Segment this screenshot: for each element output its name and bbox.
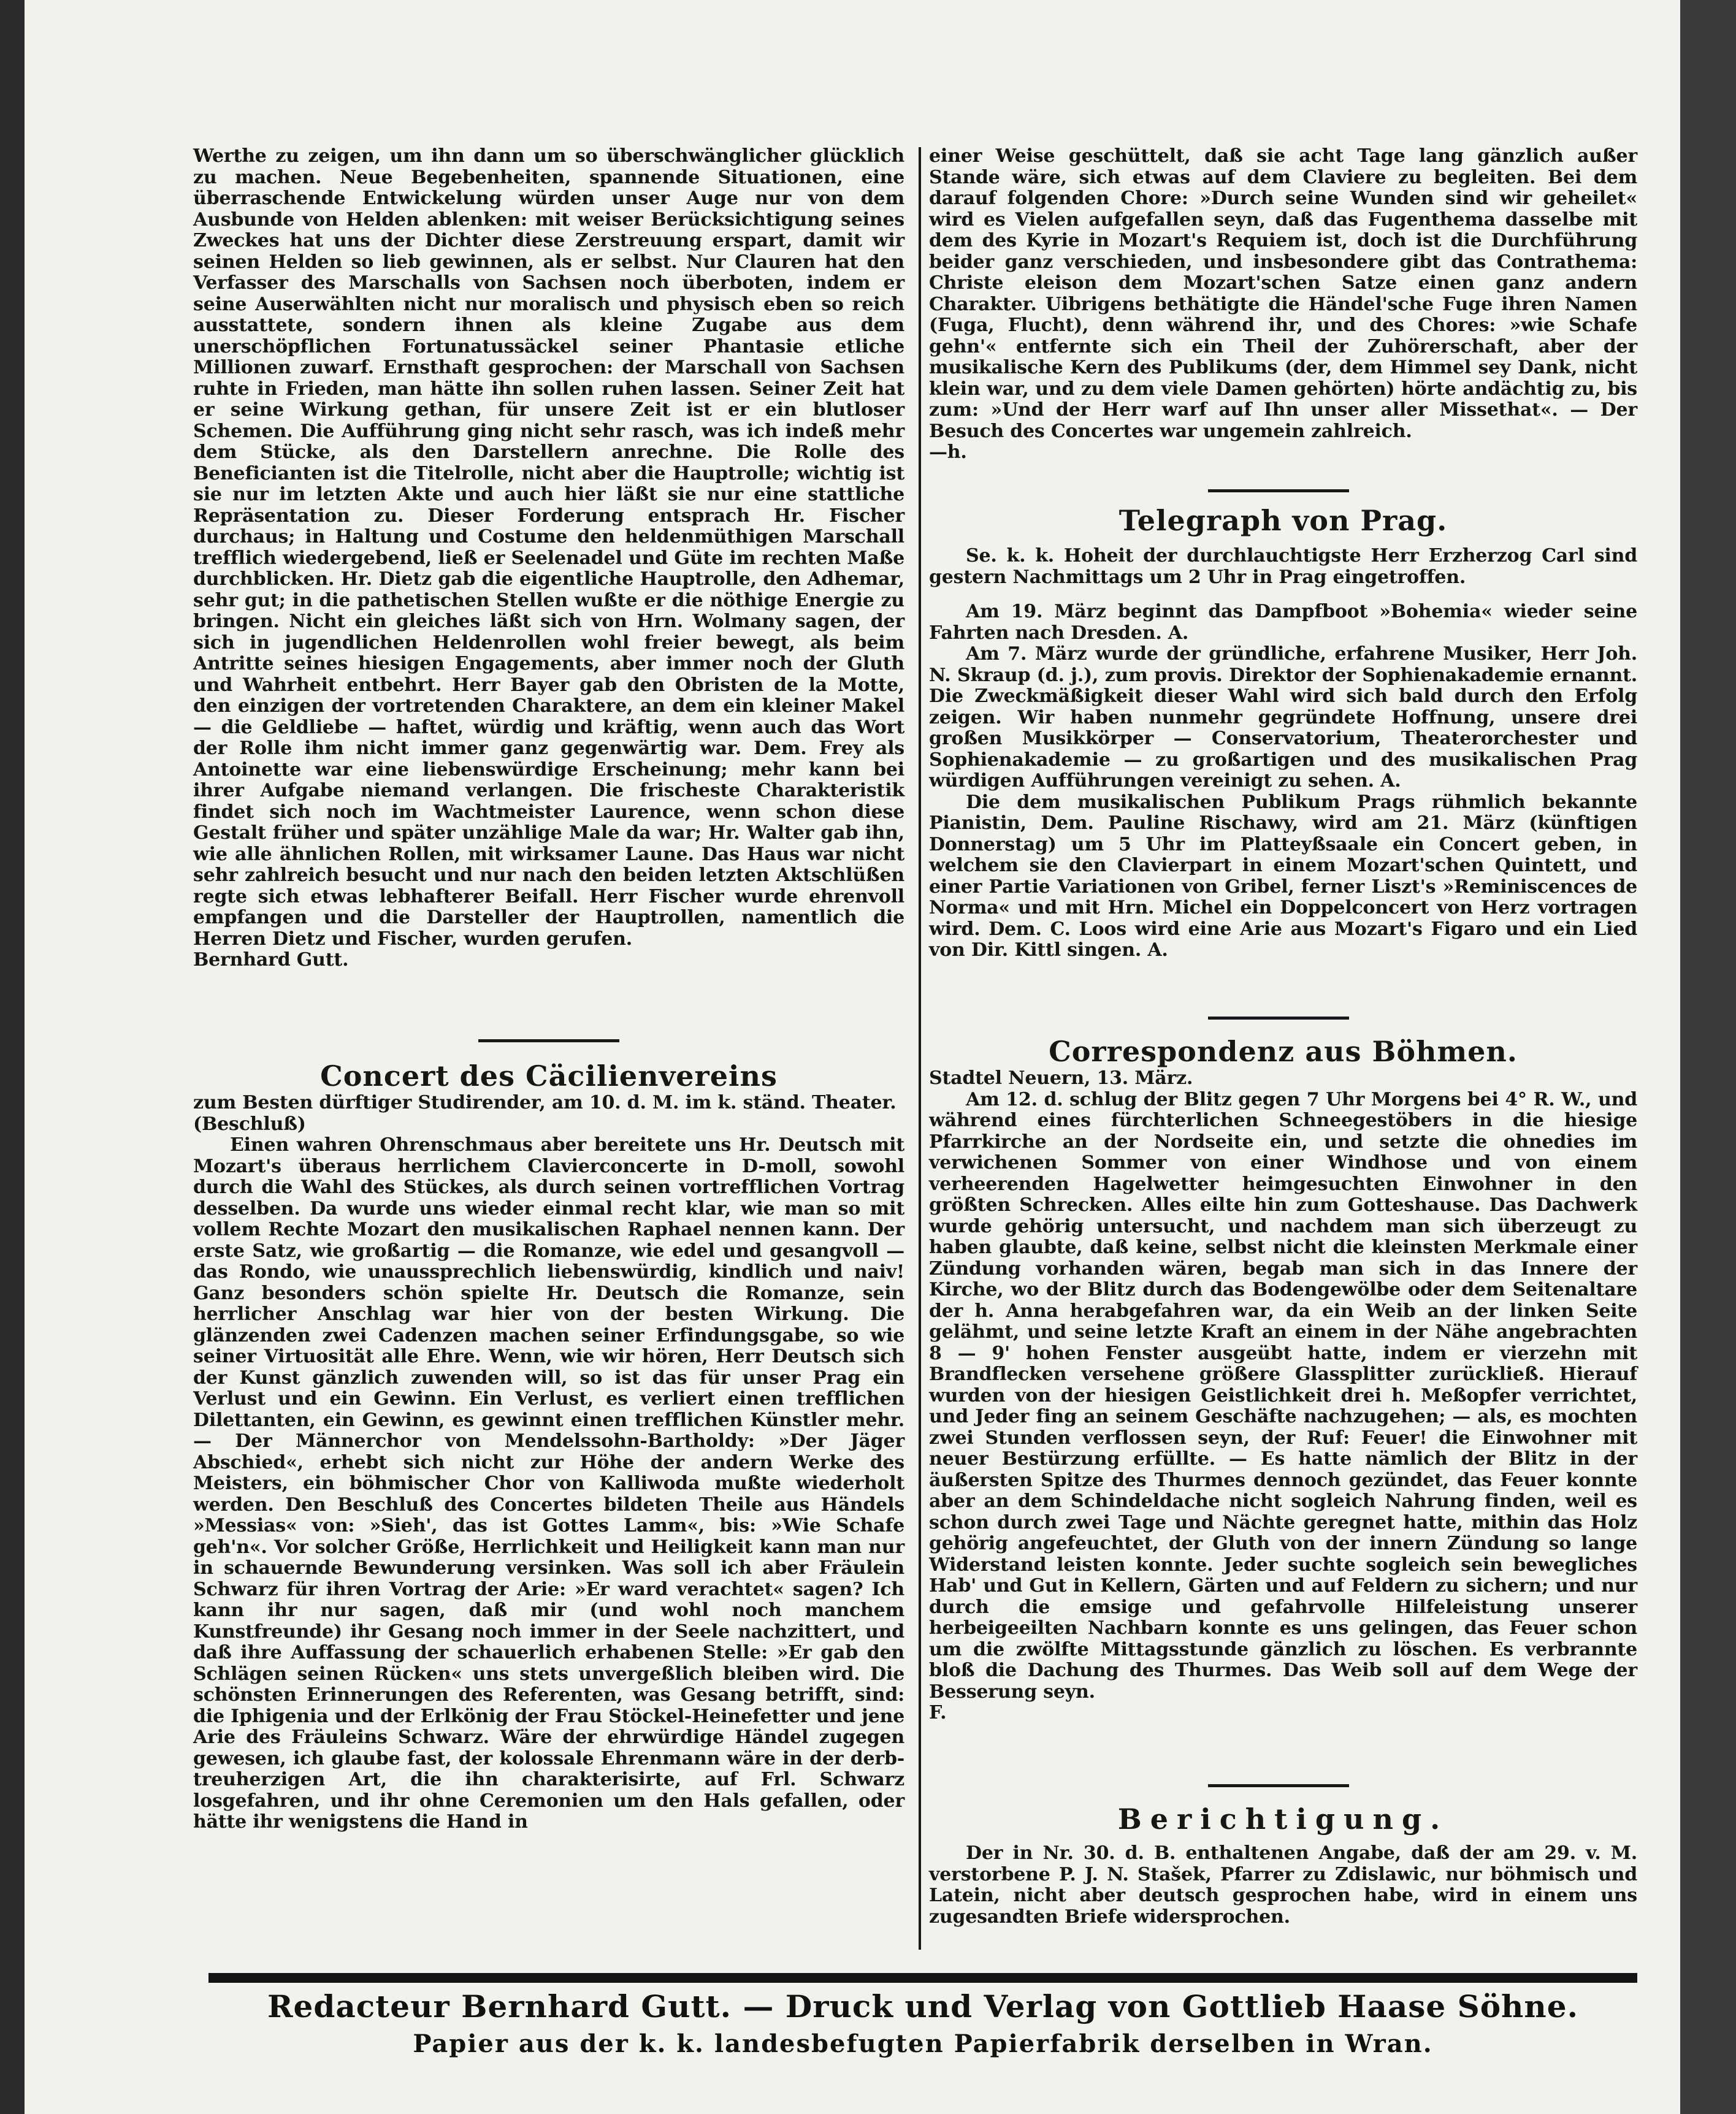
concert-heading: Concert des Cäcilienvereins bbox=[320, 1059, 778, 1093]
section-rule bbox=[478, 1039, 619, 1042]
concert-signature: —h. bbox=[929, 441, 967, 463]
concert-continued-text: einer Weise geschüttelt, daß sie acht Tage lang gänzlich außer Stande wäre, sich etwas auf dem Claviere zu begleiten. Bei dem darauf folgenden Chore: »Durch seine Wunden sind wir geheilet« wird es Vielen aufgefallen seyn, daß das Fugenthema dasselbe mit dem des Kyrie in Mozart's Requiem ist, doch ist die Durchführung beider ganz verschieden, und insbesondere gibt das Contrathema: Christe eleison dem Mozart'schen Satze einen ganz andern Charakter. Uibrigens bethätigte die Händel'sche Fuge ihren Namen (Fuga, Flucht), denn während ihr, und des Chores: »wie Schafe gehn'« entfernte sich ein Theil der Zuhörerschaft, aber der musikalische Kern des Publikums (der, dem Himmel sey Dank, nicht klein war, und zu dem viele Damen gehörten) hörte andächtig zu, bis zum: »Und der Herr warf auf Ihn unser aller Missethat«. — Der Besuch des Concertes war ungemein zahlreich. bbox=[929, 145, 1637, 442]
telegraph-item: Am 7. März wurde der gründliche, erfahrene Musiker, Herr Joh. N. Skraup (d. j.), zum provis. Direktor der Sophienakademie ernannt. Die Zweckmäßigkeit dieser Wahl wird sich bald durch den Erfolg zeigen. Wir haben nunmehr gegründete Hoffnung, unsere drei großen Musikkörper — Conservatorium, Theaterorchester und Sophienakademie — zu großartigen und des musikalischen Prag würdigen Aufführungen vereinigt zu sehen. A. bbox=[929, 643, 1637, 792]
correction-text: Der in Nr. 30. d. B. enthaltenen Angabe, daß der am 29. v. M. verstorbene P. J. N. Stašek, Pfarrer zu Zdislawic, nur böhmisch und Latein, nicht aber deutsch gesprochen habe, wird in einem uns zugesandten Briefe widersprochen. bbox=[929, 1842, 1637, 1928]
paper-note: Papier aus der k. k. landesbefugten Papierfabrik derselben in Wran. bbox=[413, 2029, 1433, 2058]
correspondence-dateline: Stadtel Neuern, 13. März. bbox=[929, 1067, 1193, 1089]
left-column-concert bbox=[193, 1059, 904, 1833]
telegraph-item: Se. k. k. Hoheit der durchlauchtigste Herr Erzherzog Carl sind gestern Nachmittags um 2 Uhr in Prag eingetroffen. bbox=[929, 545, 1637, 588]
telegraph-item: Die dem musikalischen Publikum Prags rühmlich bekannte Pianistin, Dem. Pauline Rischawy, wird am 21. März (künftigen Donnerstag) um 5 Uhr im Platteyßsaale ein Concert geben, in welchem sie den Clavierpart in einem Mozart'schen Quintett, und einer Partie Variationen von Gribel, ferner Liszt's »Reminiscences de Norma« und mit Hrn. Michel ein Doppelconcert von Herz vortragen wird. Dem. C. Loos wird eine Arie aus Mozart's Figaro und ein Lied von Dir. Kittl singen. A. bbox=[929, 791, 1637, 961]
correspondence-text: Am 12. d. schlug der Blitz gegen 7 Uhr Morgens bei 4° R. W., und während eines fürchterlichen Schneegestöbers in die hiesige Pfarrkirche an der Nordseite ein, und setzte die ohnedies im verwichenen Sommer von einer Windhose und von einem verheerenden Hagelwetter heimgesuchten Einwohner in den größten Schrecken. Alles eilte hin zum Gotteshause. Das Dachwerk wurde gehörig untersucht, und nachdem man sich überzeugt zu haben glaubte, daß keine, selbst nicht die kleinsten Merkmale einer Zündung vorhanden wären, begab man sich in das Innere der Kirche, wo der Blitz durch das Bodengewölbe oder dem Seitenaltare der h. Anna herabgefahren war, da ein Weib an der linken Seite gelähmt, und seine letzte Kraft an einem in der Nähe angebrachten 8 — 9' hohen Fenster ausgeübt hatte, indem er vierzehn mit Brandflecken versehene größere Glassplitter zurückließ. Hierauf wurden von der hiesigen Geistlichkeit drei h. Meßopfer verrichtet, und Jeder fing an seinem Geschäfte nachzugehen; — als, es mochten zwei Stunden verflossen seyn, der Ruf: Feuer! die Einwohner mit neuer Bestürzung erfüllte. — Es hatte nämlich der Blitz in der äußersten Spitze des Thurmes dennoch gezündet, das Feuer konnte aber an dem Schindeldache nicht sogleich Nahrung finden, weil es schon durch zwei Tage und Nächte geregnet hatte, mithin das Holz gehörig angefeuchtet, der Gluth von der innern Zündung so lange Widerstand leisten konnte. Jeder suchte sogleich sein bewegliches Hab' und Gut in Kellern, Gärten und auf Feldern zu sichern; und nur durch die emsige und gefahrvolle Hilfeleistung unserer herbeigeeilten Nachbarn konnte es uns gelingen, das Feuer schon um die zwölfte Mittagsstunde gänzlich zu löschen. Es verbrannte bloß die Dachung des Thurmes. Das Weib soll auf dem Wege der Besserung seyn. bbox=[929, 1088, 1637, 1703]
column-divider bbox=[919, 147, 921, 1950]
correspondence-section bbox=[929, 1035, 1637, 1724]
concert-review-text: Einen wahren Ohrenschmaus aber bereitete uns Hr. Deutsch mit Mozart's überaus herrlichem Clavierconcerte in D-moll, sowohl durch die Wahl des Stückes, als durch seinen vortrefflichen Vortrag desselben. Da wurde uns wieder einmal recht klar, wie man so mit vollem Rechte Mozart den musikalischen Raphael nennen kann. Der erste Satz, wie großartig — die Romanze, wie edel und gesangvoll — das Rondo, wie unaussprechlich liebenswürdig, kindlich und naiv! Ganz besonders schön spielte Hr. Deutsch die Romanze, sein herrlicher Anschlag war hier von der besten Wirkung. Die glänzenden zwei Cadenzen machen seiner Erfindungsgabe, so wie seiner Virtuosität alle Ehre. Wenn, wie wir hören, Herr Deutsch sich der Kunst gänzlich zuwenden will, so ist das für unser Prag ein Verlust und ein Gewinn. Ein Verlust, es verliert einen trefflichen Dilettanten, ein Gewinn, es gewinnt einen trefflichen Künstler mehr. — Der Männerchor von Mendelssohn-Bartholdy: »Der Jäger Abschied«, erhebt sich nicht zur Höhe der andern Werke des Meisters, ein böhmischer Chor von Kalliwoda mußte wiederholt werden. Den Beschluß des Concertes bildeten Theile aus Händels »Messias« von: »Sieh', das ist Gottes Lamm«, bis: »Wie Schafe geh'n«. Vor solcher Größe, Herrlichkeit und Heiligkeit kann man nur in schauernde Bewunderung versinken. Was soll ich aber Fräulein Schwarz für ihren Vortrag der Arie: »Er ward verachtet« sagen? Ich kann ihr nur sagen, daß mir (und wohl noch manchem Kunstfreunde) ihr Gesang noch immer in der Seele nachzittert, und daß ihre Auffassung der schauerlich erhabenen Stelle: »Er gab den Schlägen seinen Rücken« uns stets unvergeßlich bleiben wird. Die schönsten Erinnerungen des Referenten, was Gesang betrifft, sind: die Iphigenia und der Erlkönig der Frau Stöckel-Heinefetter und jene Arie des Fräuleins Schwarz. Wäre der ehrwürdige Händel zugegen gewesen, ich glaube fast, der kolossale Ehrenmann wäre in der derb-treuherzigen Art, die ihn charakterisirte, auf Frl. Schwarz losgefahren, und ihr ohne Ceremonien um den Hals gefallen, oder hätte ihr wenigstens die Hand in bbox=[193, 1134, 904, 1833]
review-signature: Bernhard Gutt. bbox=[193, 949, 349, 971]
section-rule bbox=[1208, 1784, 1349, 1787]
telegraph-heading: Telegraph von Prag. bbox=[1118, 504, 1448, 537]
correspondence-heading: Correspondenz aus Böhmen. bbox=[1049, 1035, 1518, 1068]
telegraph-section bbox=[929, 504, 1637, 961]
right-column bbox=[929, 146, 1637, 464]
imprint-line: Redacteur Bernhard Gutt. — Druck und Verlag von Gottlieb Haase Söhne. bbox=[267, 1988, 1578, 2024]
correction-heading: Berichtigung. bbox=[1117, 1803, 1449, 1836]
scan-border bbox=[1680, 0, 1736, 2114]
theatre-review-text: Werthe zu zeigen, um ihn dann um so überschwänglicher glücklich zu machen. Neue Begebenheiten, spannende Situationen, eine überraschende Entwickelung würden unser Auge nur von dem Ausbunde von Helden ablenken: mit weiser Berücksichtigung seines Zweckes hat uns der Dichter diese Zerstreuung erspart, damit wir seinen Helden so lieb gewinnen, als er selbst. Nur Clauren hat den Verfasser des Marschalls von Sachsen noch überboten, indem er seine Auserwählten nicht nur moralisch und physisch eben so reich ausstattete, sondern ihnen als kleine Zugabe aus dem unerschöpflichen Fortunatussäckel seiner Phantasie etliche Millionen zuwarf. Ernsthaft gesprochen: der Marschall von Sachsen ruhte in Frieden, man hätte ihn sollen ruhen lassen. Seiner Zeit hat er seine Wirkung gethan, für unsere Zeit ist er ein blutloser Schemen. Die Aufführung ging nicht sehr rasch, was ich indeß mehr dem Stücke, als den Darstellern anrechne. Die Rolle des Beneficianten ist die Titelrolle, nicht aber die Hauptrolle; wichtig ist sie nur im letzten Akte und auch hier läßt sie nur eine stattliche Repräsentation zu. Dieser Forderung entsprach Hr. Fischer durchaus; in Haltung und Costume den heldenmüthigen Marschall trefflich wiedergebend, ließ er Seelenadel und Güte im rechten Maße durchblicken. Hr. Dietz gab die eigentliche Hauptrolle, den Adhemar, sehr gut; in die pathetischen Stellen wußte er die nöthige Energie zu bringen. Nicht ein gleiches läßt sich von Hrn. Wolmany sagen, der sich in jugendlichen Heldenrollen wohl freier bewegt, als beim Antritte seines hiesigen Engagements, aber immer noch der Gluth und Wahrheit entbehrt. Herr Bayer gab den Obristen de la Motte, den einzigen der vortretenden Charaktere, an dem ein kleiner Makel — die Geldliebe — haftet, würdig und kräftig, wenn auch das Wort der Rolle ihm nicht immer ganz gegenwärtig war. Dem. Frey als Antoinette war eine liebenswürdige Erscheinung; mehr kann bei ihrer Aufgabe niemand verlangen. Die frischeste Charakteristik findet sich noch im Wachtmeister Laurence, wenn schon diese Gestalt früher und später unzählige Male da war; Hr. Walter gab ihn, wie alle ähnlichen Rollen, mit wirksamer Laune. Das Haus war nicht sehr zahlreich besucht und nur nach den beiden letzten Aktschlüßen regte sich etwas lebhafterer Beifall. Herr Fischer wurde ehrenvoll empfangen und die Darsteller der Hauptrollen, namentlich die Herren Dietz und Fischer, wurden gerufen. bbox=[193, 145, 904, 950]
footer-rule bbox=[208, 1973, 1637, 1983]
concert-subheading: zum Besten dürftiger Studirender, am 10. d. M. im k. ständ. Theater. bbox=[193, 1092, 897, 1113]
telegraph-item: Am 19. März beginnt das Dampfboot »Bohemia« wieder seine Fahrten nach Dresden. A. bbox=[929, 601, 1637, 644]
correction-section bbox=[929, 1803, 1637, 1928]
correspondence-signature: F. bbox=[929, 1702, 947, 1723]
section-rule bbox=[1208, 1017, 1349, 1020]
section-rule bbox=[1208, 489, 1349, 492]
concert-conclusion-tag: (Beschluß) bbox=[193, 1113, 306, 1135]
left-column bbox=[193, 146, 904, 971]
